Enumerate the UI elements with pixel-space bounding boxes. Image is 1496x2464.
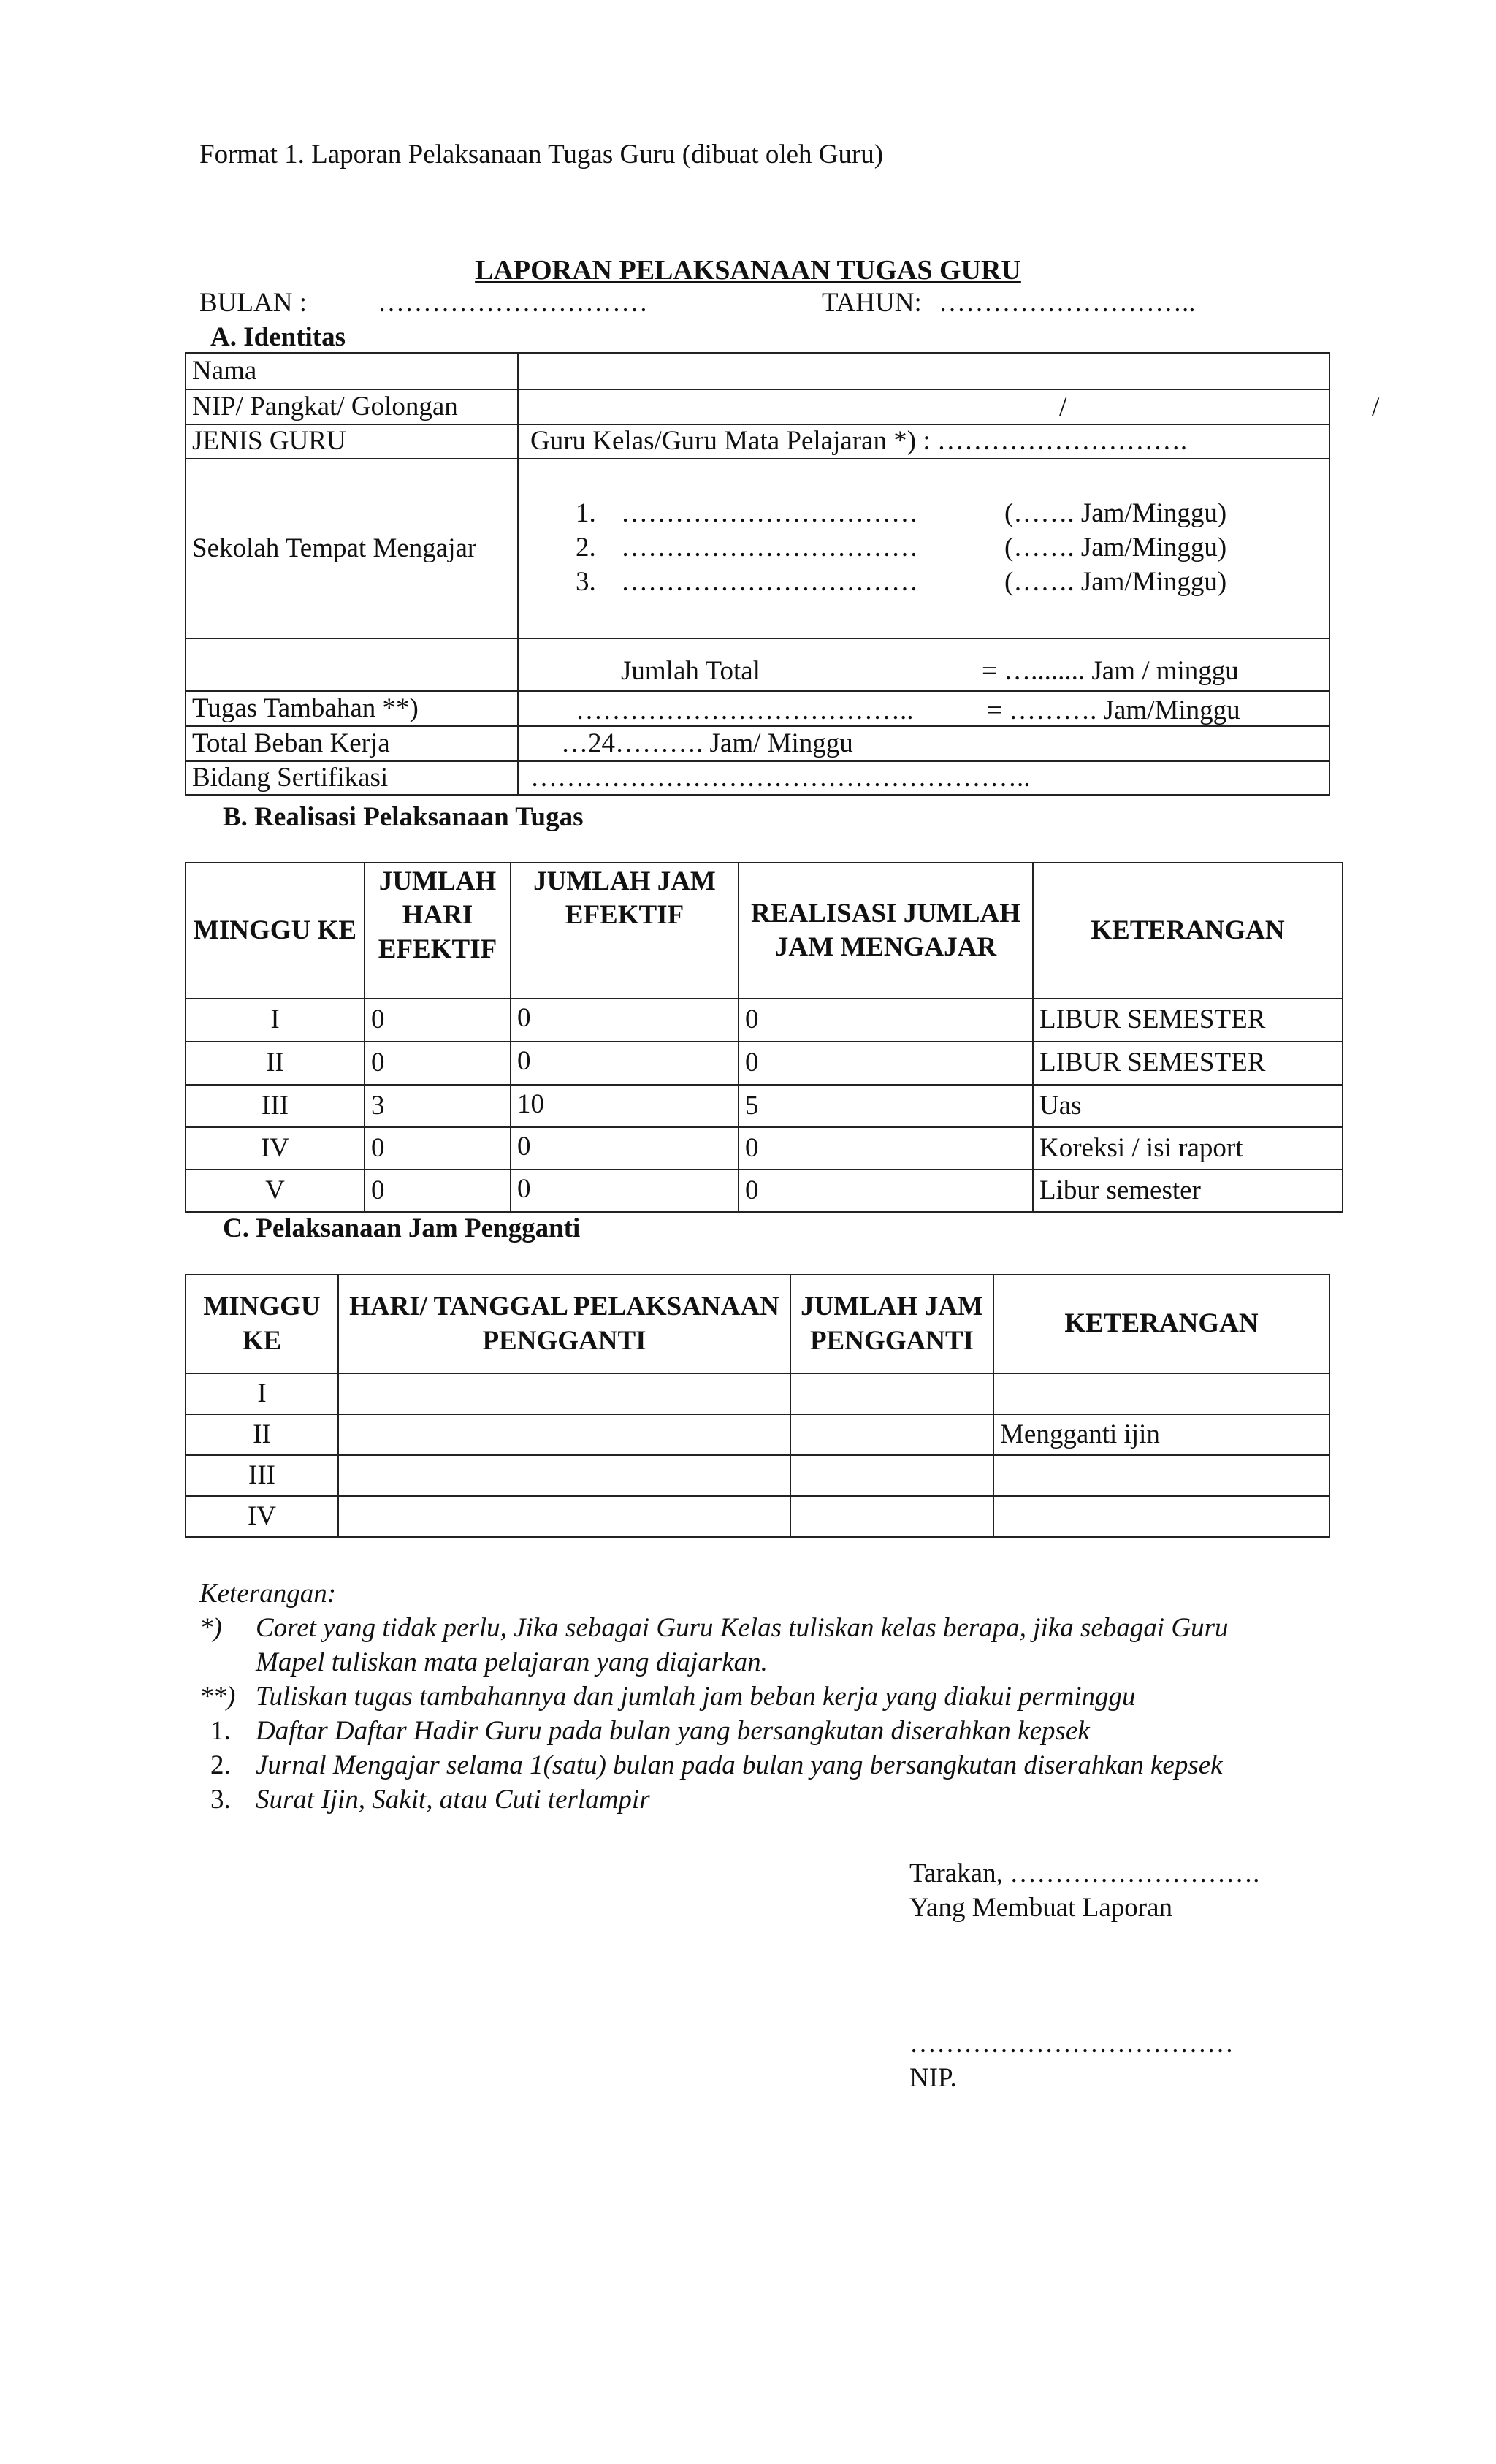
keterangan-cell[interactable]: Uas <box>1033 1085 1343 1127</box>
realisasi-cell[interactable]: 0 <box>739 999 1033 1042</box>
nama-label: Nama <box>186 353 518 389</box>
sekolah-dots-1[interactable]: …………………………… <box>621 498 918 528</box>
jam-efektif-cell[interactable]: 0 <box>511 999 739 1042</box>
total-beban-label: Total Beban Kerja <box>186 726 518 761</box>
table-row <box>186 1414 1329 1455</box>
tahun-field[interactable]: ……………………….. <box>939 288 1196 318</box>
jumlah-jam-cell[interactable] <box>790 1496 993 1537</box>
tahun-label: TAHUN: <box>822 288 922 318</box>
note-text: Jurnal Mengajar selama 1(satu) bulan pada bulan yang bersangkutan diserahkan kepsek <box>256 1750 1223 1780</box>
table-row <box>186 1085 1343 1127</box>
bidang-sertifikasi-field[interactable]: ……………………………………………….. <box>518 761 1329 795</box>
col-realisasi: REALISASI JUMLAH JAM MENGAJAR <box>739 863 1033 999</box>
jumlah-total-row <box>518 638 1329 691</box>
sekolah-num-2: 2. <box>576 533 596 562</box>
sekolah-jam-2: (……. Jam/Minggu) <box>1004 533 1227 562</box>
table-row <box>186 999 1343 1042</box>
hari-tanggal-cell[interactable] <box>338 1496 790 1537</box>
table-row <box>186 1042 1343 1085</box>
sekolah-dots-2[interactable]: …………………………… <box>621 533 918 562</box>
note-text: Surat Ijin, Sakit, atau Cuti terlampir <box>256 1785 650 1815</box>
jenis-guru-label: JENIS GURU <box>186 424 518 459</box>
jam-efektif-cell[interactable]: 0 <box>511 1170 739 1212</box>
jumlah-jam-cell[interactable] <box>790 1455 993 1496</box>
hari-efektif-cell[interactable]: 0 <box>365 1127 511 1170</box>
report-title: LAPORAN PELAKSANAAN TUGAS GURU <box>475 255 1021 286</box>
sekolah-list[interactable] <box>518 459 1329 638</box>
hari-efektif-cell[interactable]: 0 <box>365 999 511 1042</box>
format-caption: Format 1. Laporan Pelaksanaan Tugas Guru (dibuat oleh Guru) <box>199 140 884 169</box>
bidang-sertifikasi-label: Bidang Sertifikasi <box>186 761 518 795</box>
note-mark: **) <box>199 1682 236 1712</box>
hari-tanggal-cell[interactable] <box>338 1455 790 1496</box>
note-text-continued: Mapel tuliskan mata pelajaran yang diajarkan. <box>256 1647 768 1677</box>
jenis-guru-field[interactable]: Guru Kelas/Guru Mata Pelajaran *) : ………………………. <box>518 424 1329 459</box>
realisasi-cell[interactable]: 5 <box>739 1085 1033 1127</box>
sekolah-dots-3[interactable]: …………………………… <box>621 567 918 597</box>
nip-separator-2: / <box>1372 392 1380 422</box>
note-text: Daftar Daftar Hadir Guru pada bulan yang bersangkutan diserahkan kepsek <box>256 1716 1090 1746</box>
signature-nip: NIP. <box>909 2063 957 2093</box>
keterangan-cell[interactable] <box>993 1455 1329 1496</box>
identitas-table <box>185 352 1380 796</box>
jumlah-jam-cell[interactable] <box>790 1373 993 1414</box>
minggu-cell: IV <box>186 1496 338 1537</box>
pengganti-table <box>185 1274 1330 1538</box>
minggu-cell: III <box>186 1455 338 1496</box>
minggu-cell: III <box>186 1085 365 1127</box>
tugas-tambahan-value: = ………. Jam/Minggu <box>987 695 1240 725</box>
keterangan-cell[interactable] <box>993 1373 1329 1414</box>
notes-heading: Keterangan: <box>199 1579 337 1609</box>
keterangan-cell[interactable]: Mengganti ijin <box>993 1414 1329 1455</box>
sekolah-jam-3: (……. Jam/Minggu) <box>1004 567 1227 597</box>
hari-efektif-cell[interactable]: 0 <box>365 1170 511 1212</box>
minggu-cell: I <box>186 1373 338 1414</box>
section-a-heading: A. Identitas <box>210 322 346 352</box>
jumlah-total-value[interactable]: = …........ Jam / minggu <box>982 656 1239 686</box>
note-mark: 1. <box>210 1716 231 1746</box>
col-jumlah-jam-pengganti: JUMLAH JAM PENGGANTI <box>790 1275 993 1373</box>
note-text: Tuliskan tugas tambahannya dan jumlah jam beban kerja yang diakui perminggu <box>256 1682 1136 1712</box>
col-minggu-ke: MINGGU KE <box>186 863 365 999</box>
sekolah-num-3: 3. <box>576 567 596 597</box>
total-beban-field[interactable]: …24………. Jam/ Minggu <box>518 726 1329 761</box>
jumlah-jam-cell[interactable] <box>790 1414 993 1455</box>
minggu-cell: IV <box>186 1127 365 1170</box>
jam-efektif-cell[interactable]: 10 <box>511 1085 739 1127</box>
section-c-heading: C. Pelaksanaan Jam Pengganti <box>223 1213 581 1243</box>
realisasi-cell[interactable]: 0 <box>739 1170 1033 1212</box>
note-mark: 2. <box>210 1750 231 1780</box>
realisasi-cell[interactable]: 0 <box>739 1127 1033 1170</box>
tugas-tambahan-label: Tugas Tambahan **) <box>186 691 518 726</box>
signature-line[interactable]: ……………………………… <box>909 2029 1234 2059</box>
jam-efektif-cell[interactable]: 0 <box>511 1042 739 1085</box>
bulan-field[interactable]: ………………………… <box>378 288 648 318</box>
table-row <box>186 1373 1329 1414</box>
realisasi-table <box>185 862 1343 1213</box>
note-mark: 3. <box>210 1785 231 1815</box>
nip-label: NIP/ Pangkat/ Golongan <box>186 389 518 424</box>
keterangan-cell[interactable]: Libur semester <box>1033 1170 1343 1212</box>
tugas-tambahan-field[interactable] <box>518 691 1329 726</box>
col-keterangan: KETERANGAN <box>1033 863 1343 999</box>
signature-role: Yang Membuat Laporan <box>909 1893 1173 1923</box>
keterangan-cell[interactable]: LIBUR SEMESTER <box>1033 999 1343 1042</box>
table-row <box>186 1496 1329 1537</box>
minggu-cell: V <box>186 1170 365 1212</box>
sekolah-jam-1: (……. Jam/Minggu) <box>1004 498 1227 528</box>
jumlah-total-label: Jumlah Total <box>621 656 760 686</box>
col-jumlah-jam-efektif: JUMLAH JAM EFEKTIF <box>511 863 739 999</box>
col-hari-tanggal: HARI/ TANGGAL PELAKSANAAN PENGGANTI <box>338 1275 790 1373</box>
note-mark: *) <box>199 1613 222 1643</box>
minggu-cell: I <box>186 999 365 1042</box>
section-b-heading: B. Realisasi Pelaksanaan Tugas <box>223 802 584 832</box>
bulan-label: BULAN : <box>199 288 307 318</box>
note-text: Coret yang tidak perlu, Jika sebagai Guru Kelas tuliskan kelas berapa, jika sebagai Guru <box>256 1613 1229 1643</box>
realisasi-cell[interactable]: 0 <box>739 1042 1033 1085</box>
hari-tanggal-cell[interactable] <box>338 1373 790 1414</box>
sekolah-num-1: 1. <box>576 498 596 528</box>
nip-separator-1: / <box>1059 392 1067 422</box>
keterangan-cell[interactable]: Koreksi / isi raport <box>1033 1127 1343 1170</box>
jam-efektif-cell[interactable]: 0 <box>511 1127 739 1170</box>
keterangan-cell[interactable] <box>993 1496 1329 1537</box>
table-row <box>186 1170 1343 1212</box>
col-minggu-ke: MINGGU KE <box>186 1275 338 1373</box>
nama-field[interactable] <box>518 353 1329 389</box>
table-row <box>186 1455 1329 1496</box>
hari-tanggal-cell[interactable] <box>338 1414 790 1455</box>
keterangan-cell[interactable]: LIBUR SEMESTER <box>1033 1042 1343 1085</box>
hari-efektif-cell[interactable]: 0 <box>365 1042 511 1085</box>
nip-field[interactable] <box>518 389 1380 424</box>
minggu-cell: II <box>186 1414 338 1455</box>
minggu-cell: II <box>186 1042 365 1085</box>
tugas-tambahan-dots[interactable]: ……………………………….. <box>576 695 914 725</box>
col-keterangan: KETERANGAN <box>993 1275 1329 1373</box>
sekolah-label: Sekolah Tempat Mengajar <box>186 459 518 638</box>
jumlah-total-blank <box>186 638 518 691</box>
hari-efektif-cell[interactable]: 3 <box>365 1085 511 1127</box>
col-jumlah-hari-efektif: JUMLAH HARI EFEKTIF <box>365 863 511 999</box>
signature-place-date[interactable]: Tarakan, ………………………. <box>909 1858 1260 1888</box>
table-row <box>186 1127 1343 1170</box>
